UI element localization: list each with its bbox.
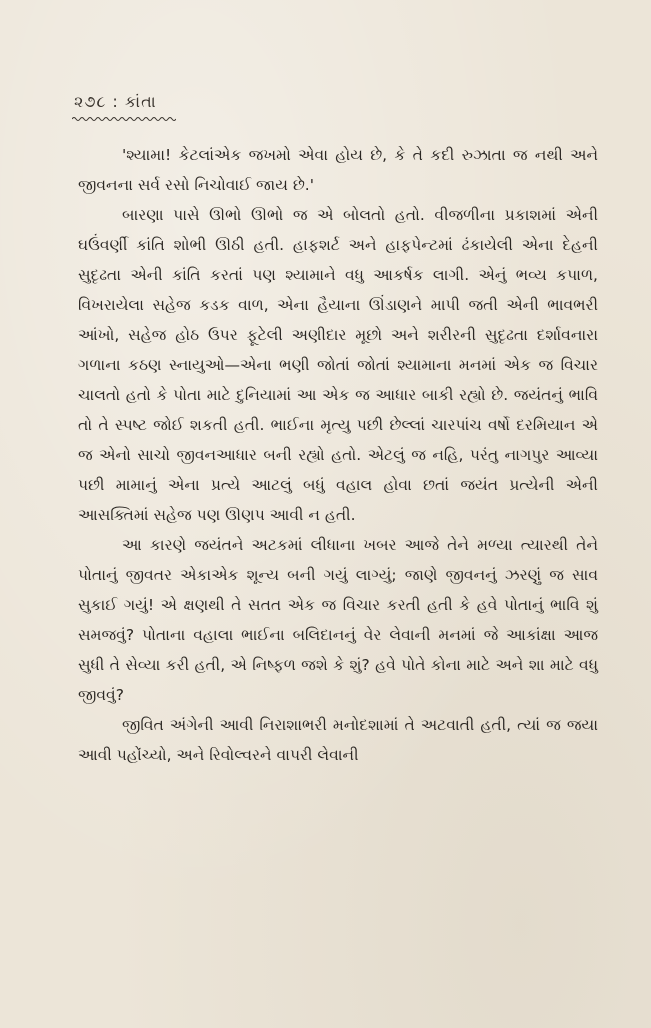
paragraph: જીવિત અંગેની આવી નિરાશાભરી મનોદશામાં તે અટવાતી હતી, ત્યાં જ જયા આવી પહોંચ્યો, અને રિવોલ્વરને વાપરી લેવાની bbox=[78, 716, 598, 764]
paragraph-quote: 'શ્યામા! કેટલાંએક જખમો એવા હોય છે, કે તે કદી રુઝાતા જ નથી અને જીવનના સર્વ રસો નિચોવાઈ જાય છે.' bbox=[78, 146, 598, 194]
page-body bbox=[78, 140, 598, 770]
paragraph: આ કારણે જયંતને અટકમાં લીધાના ખબર આજે તેને મળ્યા ત્યારથી તેને પોતાનું જીવતર એકાએક શૂન્ય બની ગયું લાગ્યું; જાણે જીવનનું ઝરણું જ સાવ સુકાઈ ગયું! એ ક્ષણથી તે સતત એક જ વિચાર કરતી હતી કે હવે પોતાનું ભાવિ શું સમજવું? પોતાના વહાલા ભાઈના બલિદાનનું વેર લેવાની મનમાં જે આકાંક્ષા આજ સુધી તે સેવ્યા કરી હતી, એ નિષ્ફળ જશે કે શું? હવે પોતે કોના માટે અને શા માટે વધુ જીવવું? bbox=[78, 536, 598, 704]
running-header bbox=[74, 92, 157, 112]
header-separator: : bbox=[112, 92, 119, 111]
book-title: કાંતા bbox=[124, 92, 157, 111]
header-wavy-rule bbox=[72, 116, 176, 122]
paragraph: બારણા પાસે ઊભો ઊભો જ એ બોલતો હતો. વીજળીના પ્રકાશમાં એની ઘઉંવર્ણી કાંતિ શોભી ઊઠી હતી. હાફશર્ટ અને હાફપેન્ટમાં ઢંકાયેલી એના દેહની સુદૃઢતા એની કાંતિ કરતાં પણ શ્યામાને વધુ આકર્ષક લાગી. એનું ભવ્ય કપાળ, વિખરાયેલા સહેજ કડક વાળ, એના હૈયાના ઊંડાણને માપી જતી એની ભાવભરી આંખો, સહેજ હોઠ ઉપર ફૂટેલી અણીદાર મૂછો અને શરીરની સુદૃઢતા દર્શાવનારા ગળાના કઠણ સ્નાયુઓ—એના ભણી જોતાં જોતાં શ્યામાના મનમાં એક જ વિચાર ચાલતો હતો કે પોતા માટે દુનિયામાં આ એક જ આધાર બાકી રહ્યો છે. જયંતનું ભાવિ તો તે સ્પષ્ટ જોઈ શકતી હતી. ભાઈના મૃત્યુ પછી છેલ્લાં ચારપાંચ વર્ષો દરમિયાન એ જ એનો સાચો જીવનઆધાર બની રહ્યો હતો. એટલું જ નહિ, પરંતુ નાગપુર આવ્યા પછી મામાનું એના પ્રત્યે આટલું બધું વહાલ હોવા છતાં જયંત પ્રત્યેની એની આસક્તિમાં સહેજ પણ ઊણપ આવી ન હતી. bbox=[78, 206, 598, 524]
page-number: ૨૭૮ bbox=[74, 92, 107, 111]
